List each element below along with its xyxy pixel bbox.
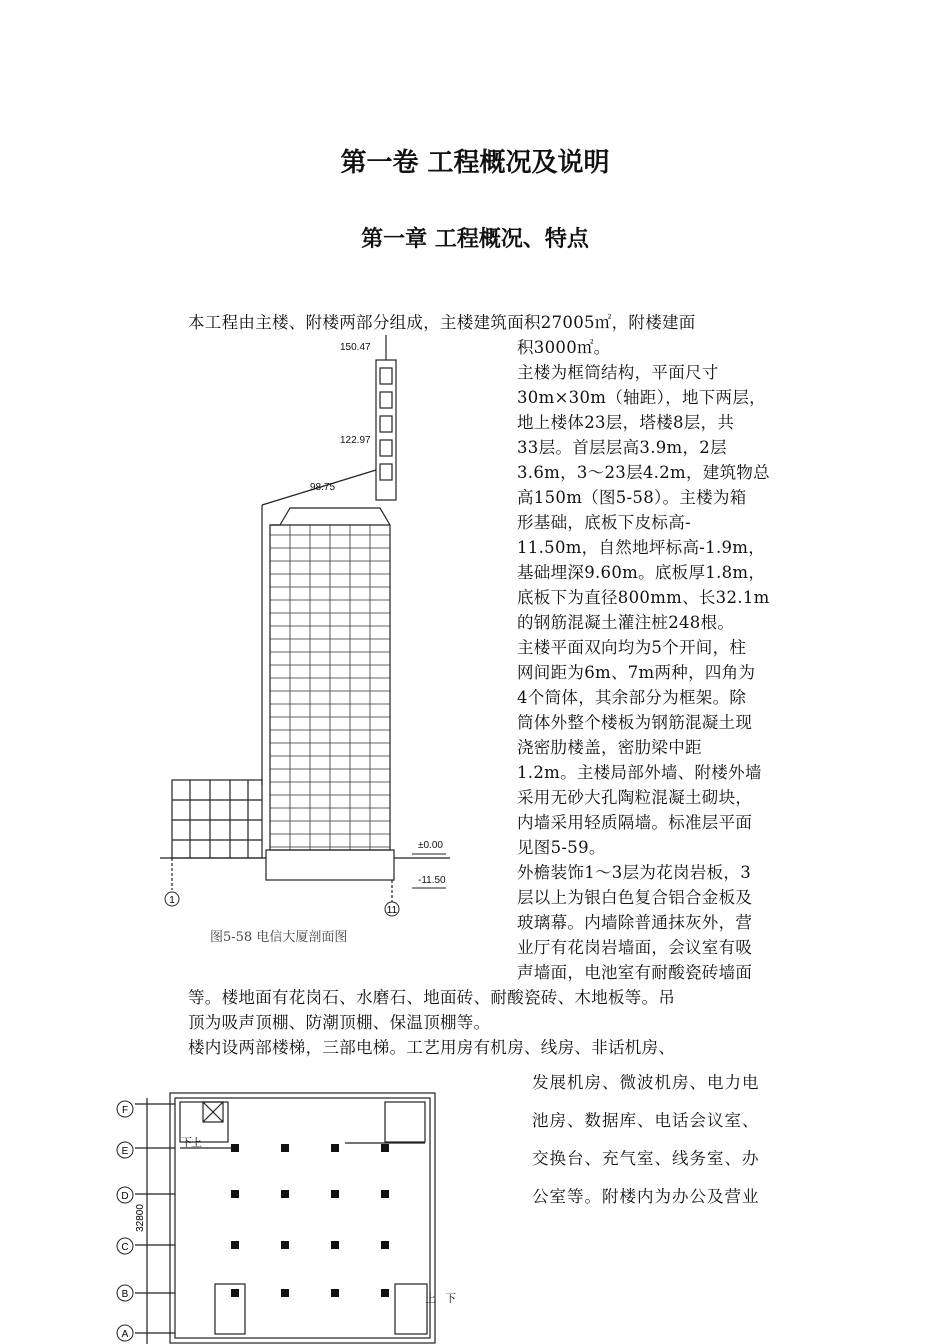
text-line: 地上楼体23层，塔楼8层，共 xyxy=(517,413,735,432)
column-mark xyxy=(281,1289,289,1297)
text-line: 本工程由主楼、附楼两部分组成，主楼建筑面积27005㎡，附楼建面 xyxy=(188,313,696,332)
column-mark xyxy=(231,1241,239,1249)
text-line: 筒体外整个楼板为钢筋混凝土现 xyxy=(517,713,753,732)
text-line: 主楼为框筒结构，平面尺寸 xyxy=(517,363,719,382)
text-line: 底板下为直径800mm、长32.1m xyxy=(517,588,770,607)
axis-label: 11 xyxy=(386,905,398,916)
text-line: 1.2m。主楼局部外墙、附楼外墙 xyxy=(517,763,762,782)
column-mark xyxy=(231,1190,239,1198)
text-line: 采用无砂大孔陶粒混凝土砌块， xyxy=(517,788,753,807)
text-line: 顶为吸声顶棚、防潮顶棚、保温顶棚等。 xyxy=(188,1013,491,1032)
text-line: 3.6m，3～23层4.2m，建筑物总 xyxy=(517,463,770,482)
axis-label: B xyxy=(121,1289,129,1300)
elevation-label: 150.47 xyxy=(340,342,371,353)
text-line: 楼内设两部楼梯，三部电梯。工艺用房有机房、线房、非话机房、 xyxy=(188,1038,676,1057)
column-mark xyxy=(381,1289,389,1297)
text-line: 30m×30m（轴距），地下两层， xyxy=(517,388,766,407)
text-line: 见图5-59。 xyxy=(517,838,606,857)
column-mark xyxy=(231,1289,239,1297)
figure-caption: 图5-58 电信大厦剖面图 xyxy=(210,930,348,945)
text-line: 池房、数据库、电话会议室、 xyxy=(532,1111,760,1130)
text-line: 声墙面，电池室有耐酸瓷砖墙面 xyxy=(517,963,753,982)
column-mark xyxy=(281,1144,289,1152)
elevation-label: ±0.00 xyxy=(418,840,443,851)
text-line: 网间距为6m、7m两种，四角为 xyxy=(517,663,756,682)
text-line: 发展机房、微波机房、电力电 xyxy=(532,1073,760,1092)
stair-label: 下 xyxy=(181,1137,192,1149)
column-mark xyxy=(331,1144,339,1152)
chapter-title: 第一章 工程概况、特点 xyxy=(361,227,589,252)
text-line: 11.50m，自然地坪标高-1.9m， xyxy=(517,538,766,557)
dimension-label: 32800 xyxy=(135,1204,146,1232)
text-line: 的钢筋混凝土灌注桩248根。 xyxy=(517,613,735,632)
column-mark xyxy=(231,1144,239,1152)
text-line: 内墙采用轻质隔墙。标准层平面 xyxy=(517,813,753,832)
text-line: 高150m（图5-58）。主楼为箱 xyxy=(517,488,747,507)
column-mark xyxy=(281,1241,289,1249)
floor-plan-figure xyxy=(105,1088,456,1344)
stair-label: 上 xyxy=(425,1293,436,1305)
volume-title: 第一卷 工程概况及说明 xyxy=(340,148,610,178)
text-line: 业厅有花岗岩墙面，会议室有吸 xyxy=(517,938,753,957)
elevation-label: 98.75 xyxy=(310,482,336,493)
axis-label: 1 xyxy=(169,895,175,906)
text-line: 4个筒体，其余部分为框架。除 xyxy=(517,688,747,707)
column-mark xyxy=(331,1190,339,1198)
text-line: 层以上为银白色复合铝合金板及 xyxy=(517,888,753,907)
text-line: 玻璃幕。内墙除普通抹灰外，营 xyxy=(517,913,753,932)
stair-label: 下 xyxy=(445,1293,456,1305)
text-line: 外檐装饰1～3层为花岗岩板，3 xyxy=(517,863,751,882)
elevation-label: -11.50 xyxy=(418,875,446,886)
text-line: 等。楼地面有花岗石、水磨石、地面砖、耐酸瓷砖、木地板等。吊 xyxy=(188,988,676,1007)
section-drawing-figure xyxy=(150,330,470,930)
stair-label: 上 xyxy=(191,1137,202,1149)
text-line: 形基础，底板下皮标高- xyxy=(517,513,691,532)
axis-label: F xyxy=(121,1105,129,1116)
axis-label: C xyxy=(121,1242,129,1253)
column-mark xyxy=(381,1190,389,1198)
text-line: 交换台、充气室、线务室、办 xyxy=(532,1149,760,1168)
column-mark xyxy=(331,1241,339,1249)
text-line: 主楼平面双向均为5个开间，柱 xyxy=(517,638,747,657)
column-mark xyxy=(381,1144,389,1152)
text-line: 基础埋深9.60m。底板厚1.8m， xyxy=(517,563,766,582)
axis-label: E xyxy=(121,1146,129,1157)
column-mark xyxy=(281,1190,289,1198)
text-line: 公室等。附楼内为办公及营业 xyxy=(532,1187,760,1206)
text-line: 积3000㎡。 xyxy=(517,338,611,357)
text-line: 浇密肋楼盖，密肋梁中距 xyxy=(517,738,702,757)
axis-label: D xyxy=(121,1191,129,1202)
text-line: 33层。首层层高3.9m，2层 xyxy=(517,438,727,457)
axis-label: A xyxy=(121,1329,129,1340)
elevation-label: 122.97 xyxy=(340,435,371,446)
column-mark xyxy=(381,1241,389,1249)
column-mark xyxy=(331,1289,339,1297)
